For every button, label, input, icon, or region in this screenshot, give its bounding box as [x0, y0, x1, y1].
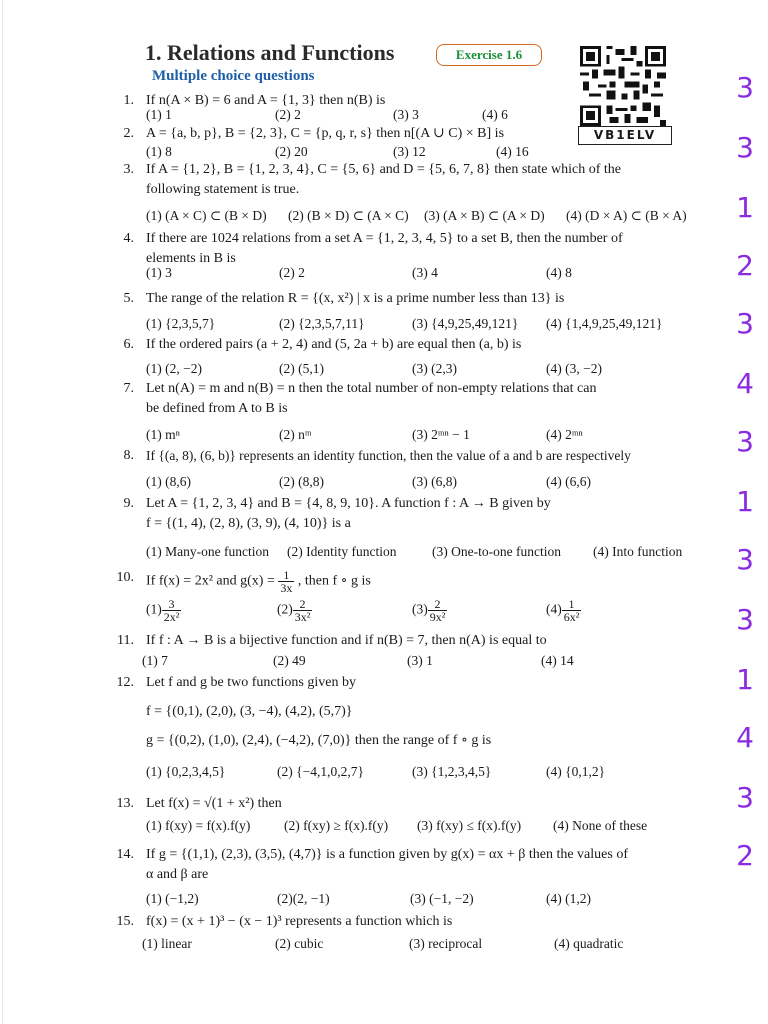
- page-edge-line: [2, 0, 3, 1024]
- question-number: 11.: [117, 633, 134, 648]
- option: (1) linear: [142, 936, 192, 951]
- question-text: The range of the relation R = {(x, x²) | x is a prime number less than 13} is: [146, 291, 565, 306]
- option: (1) mⁿ: [146, 427, 180, 442]
- question-text: Let f and g be two functions given by: [146, 675, 356, 690]
- fraction: [293, 598, 313, 623]
- question-number: 7.: [123, 381, 134, 396]
- option: (1) 8: [146, 144, 172, 159]
- question-text: A = {a, b, p}, B = {2, 3}, C = {p, q, r, s} then n[(A ∪ C) × B] is: [146, 126, 505, 141]
- question-text: If n(A × B) = 6 and A = {1, 3} then n(B) is: [146, 93, 386, 108]
- question-number: 15.: [116, 914, 134, 929]
- question-text: f(x) = (x + 1)³ − (x − 1)³ represents a function which is: [146, 914, 453, 929]
- fraction-numerator: 1: [278, 569, 294, 582]
- question-number: 6.: [123, 337, 134, 352]
- option: [146, 598, 181, 623]
- answer-mark: 3: [736, 425, 754, 458]
- answer-mark: 1: [736, 191, 754, 224]
- option: (2) cubic: [275, 936, 324, 951]
- question-text: [146, 569, 371, 594]
- option: (3) (−1, −2): [410, 891, 474, 906]
- fraction-denominator: 2x²: [163, 610, 180, 624]
- question-text: If g = {(1,1), (2,3), (3,5), (4,7)} is a function given by g(x) = αx + β then the values of: [146, 847, 628, 862]
- answer-mark: 4: [736, 367, 754, 400]
- question-text-cont: f = {(1, 4), (2, 8), (3, 9), (4, 10)} is a: [146, 516, 351, 531]
- answer-mark: 4: [736, 721, 754, 754]
- option: (2) 2: [275, 107, 301, 122]
- answer-mark: 1: [736, 663, 754, 696]
- option: (3) 3: [393, 107, 419, 122]
- question-number: 9.: [123, 496, 134, 511]
- question-number: 5.: [123, 291, 134, 306]
- option: (3) f(xy) ≤ f(x).f(y): [417, 818, 522, 833]
- option: (2) nᵐ: [279, 427, 312, 442]
- question-number: 10.: [116, 570, 134, 585]
- option: (3) One-to-one function: [432, 544, 561, 559]
- option: (2) (8,8): [279, 474, 324, 489]
- answer-mark: 3: [736, 603, 754, 636]
- option: (2) Identity function: [287, 544, 397, 559]
- answer-mark: 3: [736, 131, 754, 164]
- option: (4) (6,6): [546, 474, 591, 489]
- section-subtitle: Multiple choice questions: [152, 68, 315, 84]
- option: (1) (−1,2): [146, 891, 199, 906]
- question-text: If {(a, 8), (6, b)} represents an identity function, then the value of a and b are respectively: [146, 448, 631, 463]
- answer-mark: 1: [736, 485, 754, 518]
- question-text: Let A = {1, 2, 3, 4} and B = {4, 8, 9, 10}. A function f : A → B given by: [146, 496, 551, 511]
- option: (3) 1: [407, 653, 433, 668]
- option: (2) (B × D) ⊂ (A × C): [288, 208, 409, 223]
- option: (1) (2, −2): [146, 361, 202, 376]
- fraction-denominator: 3x: [280, 581, 293, 595]
- option: (3) reciprocal: [409, 936, 483, 951]
- question-number: 12.: [116, 675, 134, 690]
- option: (1) f(xy) = f(x).f(y): [146, 818, 251, 833]
- option: (1) 1: [146, 107, 172, 122]
- option: (1) 7: [142, 653, 168, 668]
- option: (1) Many-one function: [146, 544, 269, 559]
- option: (1) 3: [146, 265, 172, 280]
- option: (1) {0,2,3,4,5}: [146, 764, 226, 779]
- question-text: If f : A → B is a bijective function and if n(B) = 7, then n(A) is equal to: [146, 633, 547, 648]
- option: (1) (8,6): [146, 474, 191, 489]
- option: (4) 16: [496, 144, 529, 159]
- qr-code-label: VB1ELV: [578, 126, 672, 145]
- option: (4) quadratic: [554, 936, 624, 951]
- answer-mark: 3: [736, 307, 754, 340]
- option: (4) 6: [482, 107, 508, 122]
- question-number: 4.: [123, 231, 134, 246]
- option: (2) 20: [275, 144, 308, 159]
- fraction-numerator: 3: [162, 598, 182, 611]
- question-text: Let n(A) = m and n(B) = n then the total number of non-empty relations that can: [146, 381, 597, 396]
- question-text-cont: f = {(0,1), (2,0), (3, −4), (4,2), (5,7)}: [146, 704, 353, 719]
- option: (4) (1,2): [546, 891, 591, 906]
- question-text-cont: elements in B is: [146, 251, 236, 266]
- answer-mark: 2: [736, 839, 754, 872]
- question-number: 14.: [116, 847, 134, 862]
- option-label: (3): [412, 601, 428, 617]
- option-label: (4): [546, 601, 562, 617]
- option: (4) {0,1,2}: [546, 764, 606, 779]
- fraction-numerator: 2: [293, 598, 313, 611]
- answer-mark: 2: [736, 249, 754, 282]
- option: (4) 2ᵐⁿ: [546, 427, 583, 442]
- chapter-title: 1. Relations and Functions: [145, 40, 395, 65]
- question-text-cont: α and β are: [146, 867, 209, 882]
- answer-mark: 3: [736, 781, 754, 814]
- fraction-numerator: 2: [428, 598, 448, 611]
- question-number: 8.: [123, 448, 134, 463]
- option: (3) 4: [412, 265, 438, 280]
- qr-code-icon: [580, 46, 666, 126]
- option: [546, 598, 581, 623]
- option: (2) {−4,1,0,2,7}: [277, 764, 364, 779]
- fraction-denominator: 6x²: [563, 610, 580, 624]
- fraction-denominator: 9x²: [429, 610, 446, 624]
- fraction: [162, 598, 182, 623]
- option: (2)(2, −1): [277, 891, 330, 906]
- option: (4) None of these: [553, 818, 648, 833]
- option-label: (1): [146, 601, 162, 617]
- option: (2) (5,1): [279, 361, 324, 376]
- option-label: (2): [277, 601, 293, 617]
- option: (2) {2,3,5,7,11}: [279, 316, 365, 331]
- question-text: If there are 1024 relations from a set A = {1, 2, 3, 4, 5} to a set B, then the number of: [146, 231, 623, 246]
- fraction-denominator: 3x²: [294, 610, 311, 624]
- option: (2) f(xy) ≥ f(x).f(y): [284, 818, 389, 833]
- question-number: 13.: [116, 796, 134, 811]
- question-text: If the ordered pairs (a + 2, 4) and (5, 2a + b) are equal then (a, b) is: [146, 337, 522, 352]
- exercise-badge: Exercise 1.6: [436, 44, 542, 66]
- option: (3) {4,9,25,49,121}: [412, 316, 519, 331]
- option: (4) 14: [541, 653, 574, 668]
- question-text-cont: g = {(0,2), (1,0), (2,4), (−4,2), (7,0)} then the range of f ∘ g is: [146, 733, 492, 748]
- question-text-part: If f(x) = 2x² and g(x) =: [146, 573, 275, 589]
- option: (4) (3, −2): [546, 361, 602, 376]
- option: (4) 8: [546, 265, 572, 280]
- question-text: If A = {1, 2}, B = {1, 2, 3, 4}, C = {5, 6} and D = {5, 6, 7, 8} then state which of the: [146, 162, 621, 177]
- fraction-numerator: 1: [562, 598, 582, 611]
- option: (3) (A × B) ⊂ (A × D): [424, 208, 545, 223]
- option: (4) {1,4,9,25,49,121}: [546, 316, 663, 331]
- option: (4) Into function: [593, 544, 683, 559]
- answer-mark: 3: [736, 71, 754, 104]
- fraction: [278, 569, 294, 594]
- question-text: Let f(x) = √(1 + x²) then: [146, 796, 282, 811]
- option: (1) {2,3,5,7}: [146, 316, 216, 331]
- question-number: 2.: [123, 126, 134, 141]
- question-number: 3.: [123, 162, 134, 177]
- answer-mark: 3: [736, 543, 754, 576]
- option: (2) 49: [273, 653, 306, 668]
- option: (3) (2,3): [412, 361, 457, 376]
- option: (3) 12: [393, 144, 426, 159]
- question-number: 1.: [123, 93, 134, 108]
- question-text-cont: following statement is true.: [146, 182, 300, 197]
- option: [277, 598, 312, 623]
- option: (3) {1,2,3,4,5}: [412, 764, 492, 779]
- option: (1) (A × C) ⊂ (B × D): [146, 208, 267, 223]
- question-text-cont: be defined from A to B is: [146, 401, 288, 416]
- option: (2) 2: [279, 265, 305, 280]
- option: (4) (D × A) ⊂ (B × A): [566, 208, 687, 223]
- option: [412, 598, 447, 623]
- option: (3) (6,8): [412, 474, 457, 489]
- fraction: [562, 598, 582, 623]
- fraction: [428, 598, 448, 623]
- question-text-part: , then f ∘ g is: [297, 573, 371, 589]
- option: (3) 2ᵐⁿ − 1: [412, 427, 470, 442]
